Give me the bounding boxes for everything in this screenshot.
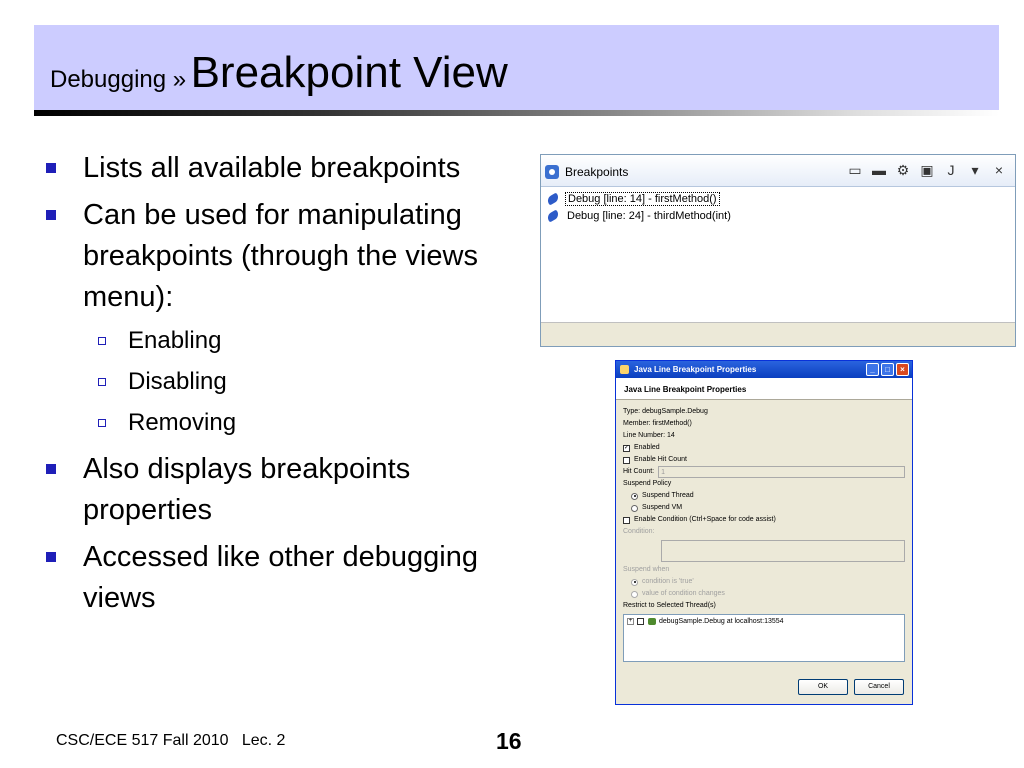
type-line: Type: debugSample.Debug — [623, 408, 708, 415]
link-icon[interactable]: ⚙ — [896, 162, 910, 178]
sub-bullet-item — [83, 320, 496, 361]
hit-count-checkbox[interactable] — [623, 457, 630, 464]
hit-count-label: Hit Count: — [623, 468, 655, 475]
suspend-vm-radio[interactable] — [631, 505, 638, 512]
breakpoints-view — [540, 154, 1016, 347]
breakpoint-list — [541, 187, 1015, 227]
enable-condition-row[interactable] — [623, 514, 905, 526]
cancel-button[interactable]: Cancel — [854, 679, 904, 695]
remove-all-icon[interactable]: ▬ — [872, 162, 886, 178]
hit-count-input[interactable]: 1 — [658, 466, 905, 478]
suspend-vm-label: Suspend VM — [642, 504, 683, 511]
breakpoint-properties-dialog — [615, 360, 913, 705]
dialog-heading: Java Line Breakpoint Properties — [616, 378, 912, 400]
hit-count-enable-row[interactable] — [623, 454, 905, 466]
condition-input[interactable] — [661, 540, 905, 562]
bullet-marker — [46, 464, 56, 474]
condition-changes-row[interactable] — [623, 588, 905, 600]
bullet-item — [46, 195, 496, 443]
thread-item[interactable] — [627, 618, 901, 625]
bullet-marker — [46, 210, 56, 220]
sub-bullet-text: Enabling — [128, 327, 222, 354]
view-toolbar — [847, 162, 1007, 179]
minimize-icon[interactable]: ▭ — [848, 162, 862, 178]
bullet-list — [46, 148, 496, 625]
minimize-window-icon[interactable]: _ — [866, 363, 879, 376]
breakpoint-row[interactable] — [547, 207, 1009, 224]
debug-target-icon — [648, 618, 656, 625]
breakpoint-label: Debug [line: 24] - thirdMethod(int) — [567, 209, 731, 222]
suspend-thread-label: Suspend Thread — [642, 492, 694, 499]
title-band — [34, 25, 999, 110]
thread-checkbox[interactable] — [637, 618, 644, 625]
ok-button[interactable]: OK — [798, 679, 848, 695]
bullet-text: Also displays breakpoints properties — [83, 453, 411, 526]
close-icon[interactable]: × — [994, 162, 1004, 178]
breakpoint-label: Debug [line: 14] - firstMethod() — [565, 192, 720, 206]
hit-count-enable-label: Enable Hit Count — [634, 456, 687, 463]
breakpoint-row[interactable] — [547, 190, 1009, 207]
breakpoint-icon — [546, 192, 560, 205]
hit-count-row — [623, 466, 905, 478]
view-tabbar — [541, 155, 1015, 187]
close-window-icon[interactable]: × — [896, 363, 909, 376]
show-icon[interactable]: J — [947, 162, 955, 178]
bullet-item — [46, 449, 496, 531]
member-line: Member: firstMethod() — [623, 420, 692, 427]
sub-bullet-marker — [98, 419, 106, 427]
tab-breakpoints[interactable] — [545, 159, 845, 184]
suspend-when-label: Suspend when — [623, 566, 670, 573]
bullet-marker — [46, 163, 56, 173]
line-number-line: Line Number: 14 — [623, 432, 675, 439]
view-menu-icon[interactable]: ▾ — [971, 162, 979, 178]
breakpoints-icon — [545, 165, 559, 179]
sub-bullet-text: Disabling — [128, 368, 227, 395]
restrict-label: Restrict to Selected Thread(s) — [623, 602, 716, 609]
bullet-text: Lists all available breakpoints — [83, 152, 461, 184]
sub-bullet-marker — [98, 337, 106, 345]
title-rule — [34, 110, 999, 116]
condition-true-row[interactable] — [623, 576, 905, 588]
dialog-buttons — [798, 679, 904, 695]
title-main: Breakpoint View — [190, 48, 508, 97]
condition-changes-radio[interactable] — [631, 591, 638, 598]
footer-course: CSC/ECE 517 Fall 2010 Lec. 2 — [56, 732, 286, 749]
thread-list — [623, 614, 905, 662]
bullet-item — [46, 148, 496, 189]
sub-bullet-text: Removing — [128, 409, 237, 436]
sub-bullet-item — [83, 361, 496, 402]
tab-label: Breakpoints — [565, 164, 629, 179]
dialog-body — [616, 400, 912, 668]
window-buttons — [866, 363, 909, 376]
sub-bullet-list — [83, 320, 496, 443]
thread-label: debugSample.Debug at localhost:13554 — [659, 618, 784, 625]
enabled-row[interactable] — [623, 442, 905, 454]
slide-title — [50, 48, 508, 98]
breakpoint-icon — [546, 209, 560, 222]
condition-changes-label: value of condition changes — [642, 590, 725, 597]
suspend-thread-radio[interactable] — [631, 493, 638, 500]
enable-condition-checkbox[interactable] — [623, 517, 630, 524]
sub-bullet-item — [83, 402, 496, 443]
bullet-text: Can be used for manipulating breakpoints (through the views menu): — [83, 199, 478, 313]
dialog-title: Java Line Breakpoint Properties — [634, 365, 757, 374]
condition-true-label: condition is 'true' — [642, 578, 694, 585]
suspend-policy-label: Suspend Policy — [623, 480, 672, 487]
bullet-text: Accessed like other debugging views — [83, 541, 478, 614]
view-status-bar — [541, 322, 1015, 346]
dialog-titlebar[interactable] — [616, 361, 912, 378]
java-icon — [620, 365, 629, 374]
bullet-item — [46, 537, 496, 619]
suspend-thread-row[interactable] — [623, 490, 905, 502]
condition-label: Condition: — [623, 528, 655, 535]
expand-icon[interactable]: ▣ — [920, 162, 934, 178]
maximize-window-icon[interactable]: □ — [881, 363, 894, 376]
sub-bullet-marker — [98, 378, 106, 386]
enabled-label: Enabled — [634, 444, 660, 451]
suspend-vm-row[interactable] — [623, 502, 905, 514]
title-crumb: Debugging » — [50, 66, 187, 93]
bullet-marker — [46, 552, 56, 562]
page-number: 16 — [496, 728, 522, 754]
expand-tree-icon[interactable]: + — [628, 618, 633, 624]
enable-condition-label: Enable Condition (Ctrl+Space for code assist) — [634, 516, 776, 523]
condition-true-radio[interactable] — [631, 579, 638, 586]
enabled-checkbox[interactable]: ✓ — [624, 444, 630, 451]
